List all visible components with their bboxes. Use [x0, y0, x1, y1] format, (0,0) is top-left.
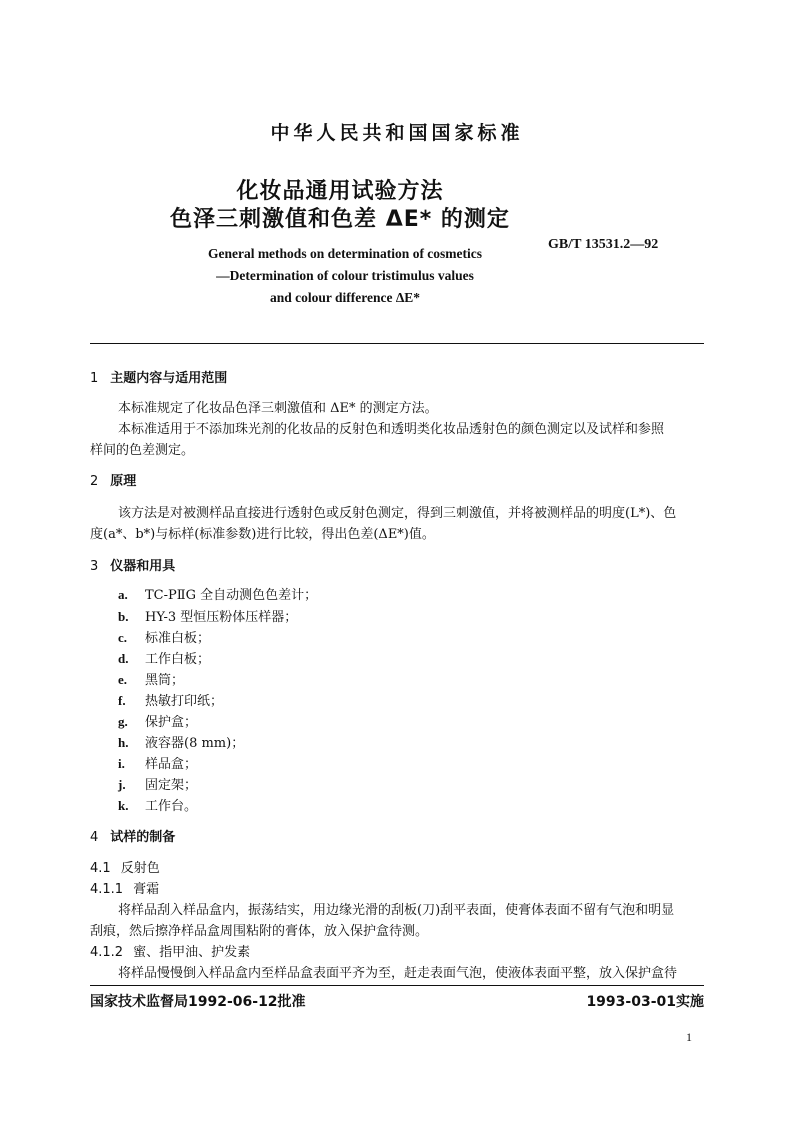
title-cn-line1: 化妆品通用试验方法 [236, 179, 444, 204]
subsection-number: 4.1.1 [90, 882, 124, 897]
section-1-paragraph-2-line2: 样间的色差测定。 [90, 443, 195, 458]
list-item-text: 保护盒； [145, 715, 198, 730]
list-item-text: 标准白板； [145, 631, 211, 646]
list-item [118, 606, 297, 625]
list-item-letter: j. [118, 777, 126, 792]
subsection-title: 膏霜 [133, 882, 160, 897]
standard-type-header: 中华人民共和国国家标准 [270, 122, 524, 144]
section-title: 试样的制备 [110, 830, 176, 845]
subsection-title: 反射色 [120, 861, 160, 876]
section-2-paragraph-line1: 该方法是对被测样品直接进行透射色或反射色测定，得到三刺激值，并将被测样品的明度(L*)、色 [118, 506, 677, 521]
section-1-heading [90, 367, 227, 386]
title-cn-line2: 色泽三刺激值和色差 ΔE* 的测定 [170, 207, 510, 232]
subsection-4-1-1-line1: 将样品刮入样品盒内，振荡结实，用边缘光滑的刮板(刀)刮平表面，使膏体表面不留有气泡和明显 [118, 903, 675, 918]
section-number: 4 [90, 830, 99, 845]
list-item-text: 工作白板； [145, 652, 211, 667]
section-1-paragraph-1: 本标准规定了化妆品色泽三刺激值和 ΔE* 的测定方法。 [118, 401, 438, 416]
section-number: 1 [90, 371, 99, 386]
subsection-4-1-heading [90, 857, 160, 876]
list-item-text: 工作台。 [145, 799, 198, 814]
subsection-4-1-1-heading [90, 878, 159, 897]
list-item [118, 648, 210, 667]
list-item-text: 热敏打印纸； [145, 694, 224, 709]
list-item-letter: g. [118, 714, 128, 729]
section-number: 2 [90, 474, 99, 489]
section-2-heading [90, 470, 136, 489]
list-item-letter: c. [118, 630, 128, 645]
subsection-title: 蜜、指甲油、护发素 [133, 945, 251, 960]
section-title: 主题内容与适用范围 [110, 371, 228, 386]
list-item-letter: h. [118, 735, 129, 750]
list-item-letter: d. [118, 651, 129, 666]
title-en-line1: General methods on determination of cosmetics [207, 246, 483, 261]
section-title: 仪器和用具 [110, 559, 176, 574]
list-item-letter: i. [118, 756, 125, 771]
list-item-letter: e. [118, 672, 128, 687]
list-item-letter: b. [118, 609, 129, 624]
list-item-letter: k. [118, 798, 129, 813]
implementation-note: 1993-03-01实施 [586, 994, 704, 1010]
subsection-number: 4.1.2 [90, 945, 124, 960]
standard-code-text: GB/T 13531.2—92 [548, 237, 659, 252]
list-item [118, 795, 197, 814]
header-divider [90, 343, 704, 344]
subsection-4-1-2-line1: 将样品慢慢倒入样品盒内至样品盒表面平齐为至，赶走表面气泡，使液体表面平整，放入保护盒待 [118, 966, 678, 981]
list-item [118, 584, 317, 603]
list-item-text: 黑筒； [145, 673, 185, 688]
list-item [118, 627, 210, 646]
approval-note: 国家技术监督局1992-06-12批准 [90, 994, 306, 1010]
section-2-paragraph-line2: 度(a*、b*)与标样(标准参数)进行比较，得出色差(ΔE*)值。 [90, 527, 435, 542]
list-item [118, 774, 197, 793]
subsection-4-1-2-heading [90, 941, 250, 960]
title-en-line3: and colour difference ΔE* [269, 290, 421, 305]
section-4-heading [90, 826, 175, 845]
section-3-heading [90, 555, 175, 574]
subsection-4-1-1-line2: 刮痕，然后擦净样品盒周围粘附的膏体，放入保护盒待测。 [90, 924, 429, 939]
list-item-text: HY-3 型恒压粉体压样器； [145, 610, 298, 625]
list-item-letter: a. [118, 587, 128, 602]
list-item [118, 669, 184, 688]
list-item-letter: f. [118, 693, 126, 708]
list-item [118, 711, 197, 730]
standard-code [548, 236, 658, 253]
list-item-text: 固定架； [145, 778, 198, 793]
list-item-text: 样品盒； [145, 757, 198, 772]
page-number: 1 [686, 1030, 692, 1044]
list-item [118, 753, 197, 772]
section-number: 3 [90, 559, 99, 574]
list-item-text: TC-PⅡG 全自动测色色差计； [145, 588, 318, 603]
section-1-paragraph-2-line1: 本标准适用于不添加珠光剂的化妆品的反射色和透明类化妆品透射色的颜色测定以及试样和参照 [118, 422, 665, 437]
list-item [118, 732, 244, 751]
subsection-number: 4.1 [90, 861, 111, 876]
title-en-line2: —Determination of colour tristimulus values [216, 268, 474, 283]
section-title: 原理 [110, 474, 137, 489]
list-item [118, 690, 223, 709]
footer-divider [90, 985, 704, 986]
list-item-text: 液容器(8 mm)； [145, 736, 245, 751]
